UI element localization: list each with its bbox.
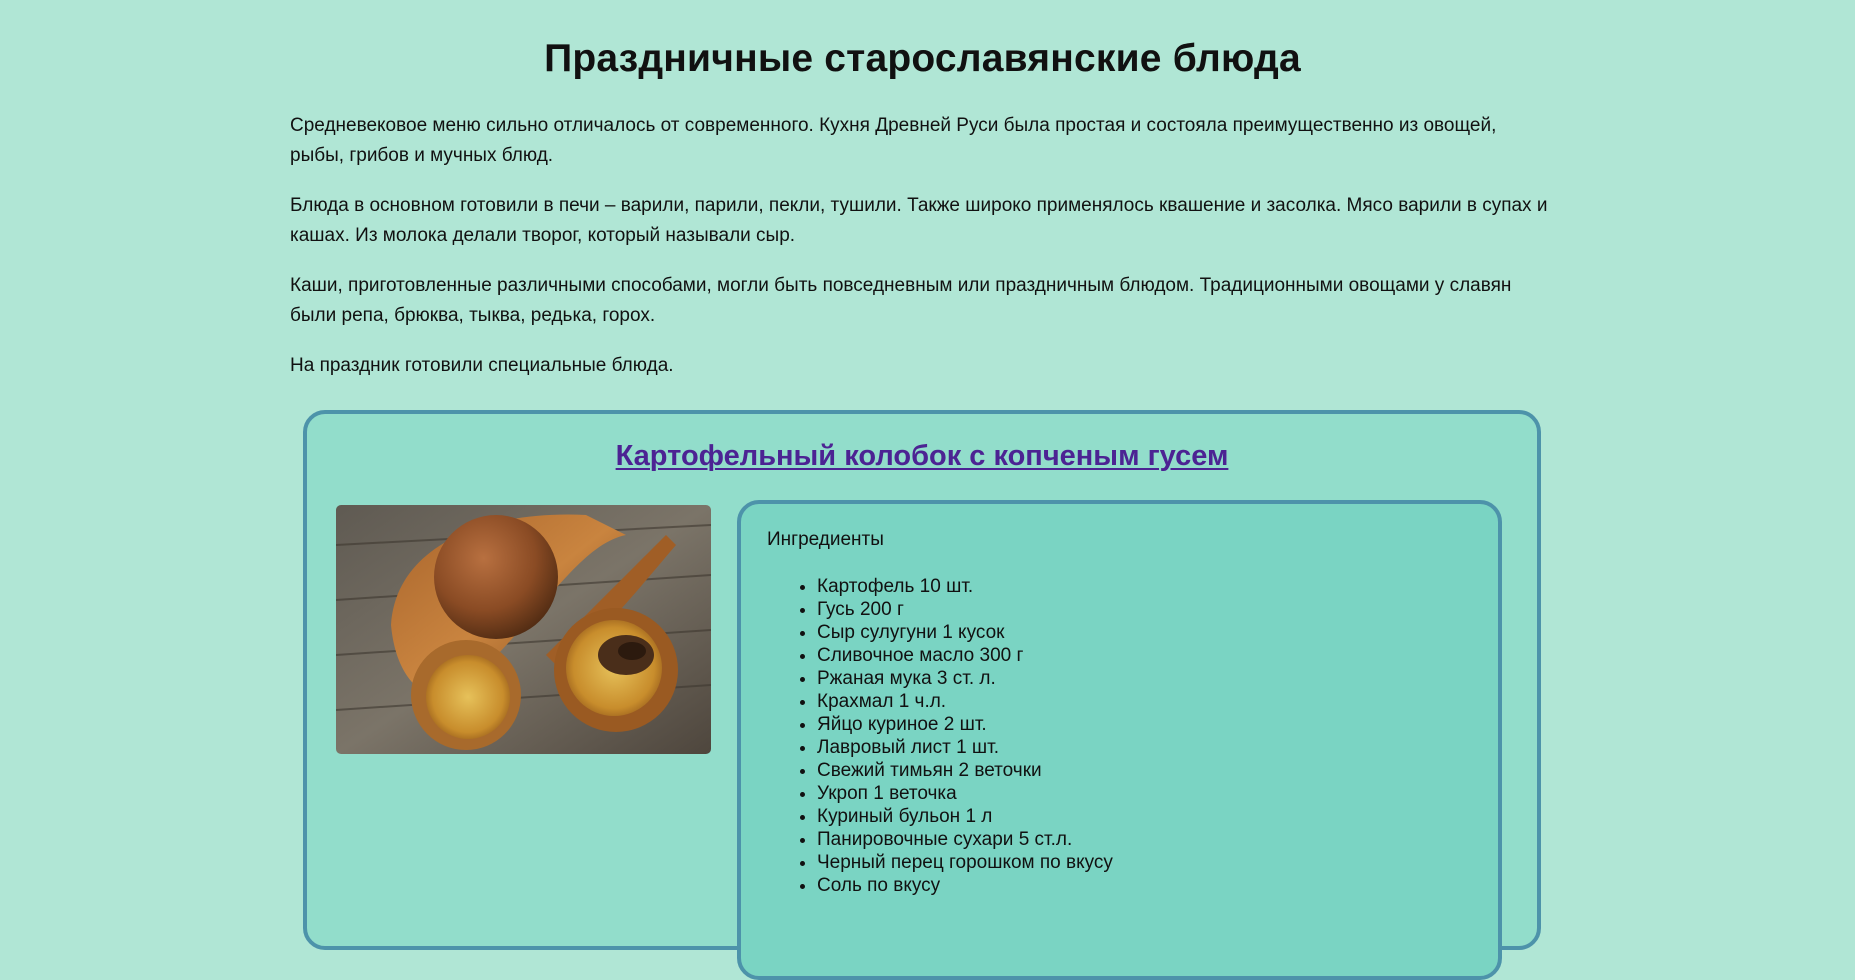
- ingredient-item: • Черный перец горошком по вкусу: [817, 851, 1113, 874]
- intro-paragraph: На праздник готовили специальные блюда.: [290, 355, 674, 376]
- ingredient-item: • Сыр сулугуни 1 кусок: [817, 621, 1113, 644]
- ingredients-heading: Ингредиенты: [767, 529, 884, 550]
- ingredient-item: • Сливочное масло 300 г: [817, 644, 1113, 667]
- ingredient-item: • Соль по вкусу: [817, 874, 1113, 897]
- intro-paragraph: Каши, приготовленные различными способами, могли быть повседневным или праздничным блюдом. Традиционными овощами у славян были репа, брюква, тыква, редька, горох.: [290, 275, 1512, 326]
- ingredient-item: • Крахмал 1 ч.л.: [817, 690, 1113, 713]
- recipe-photo: [336, 505, 711, 754]
- ingredient-item: • Картофель 10 шт.: [817, 575, 1113, 598]
- ingredients-list: [767, 575, 1113, 897]
- page-title: Праздничные старославянские блюда: [544, 37, 1301, 80]
- intro-paragraph: Средневековое меню сильно отличалось от современного. Кухня Древней Руси была простая и состояла преимущественно из овощей, рыбы, грибов и мучных блюд.: [290, 115, 1497, 166]
- ingredient-item: • Укроп 1 веточка: [817, 782, 1113, 805]
- page-content: [290, 0, 1550, 381]
- ingredient-item: • Свежий тимьян 2 веточки: [817, 759, 1113, 782]
- recipe-title-link[interactable]: Картофельный колобок с копченым гусем: [615, 440, 1229, 472]
- ingredient-item: • Ржаная мука 3 ст. л.: [817, 667, 1113, 690]
- ingredient-item: • Куриный бульон 1 л: [817, 805, 1113, 828]
- ingredient-item: • Яйцо куриное 2 шт.: [817, 713, 1113, 736]
- intro-text: [290, 111, 1550, 381]
- ingredient-item: • Панировочные сухари 5 ст.л.: [817, 828, 1113, 851]
- ingredient-item: • Гусь 200 г: [817, 598, 1113, 621]
- recipe-title: [307, 438, 1537, 474]
- recipe-card: [303, 410, 1541, 950]
- ingredient-item: • Лавровый лист 1 шт.: [817, 736, 1113, 759]
- intro-paragraph: Блюда в основном готовили в печи – варили, парили, пекли, тушили. Также широко применялось квашение и засолка. Мясо варили в супах и кашах. Из молока делали творог, который называли сыр.: [290, 195, 1548, 246]
- ingredients-box: [737, 500, 1502, 980]
